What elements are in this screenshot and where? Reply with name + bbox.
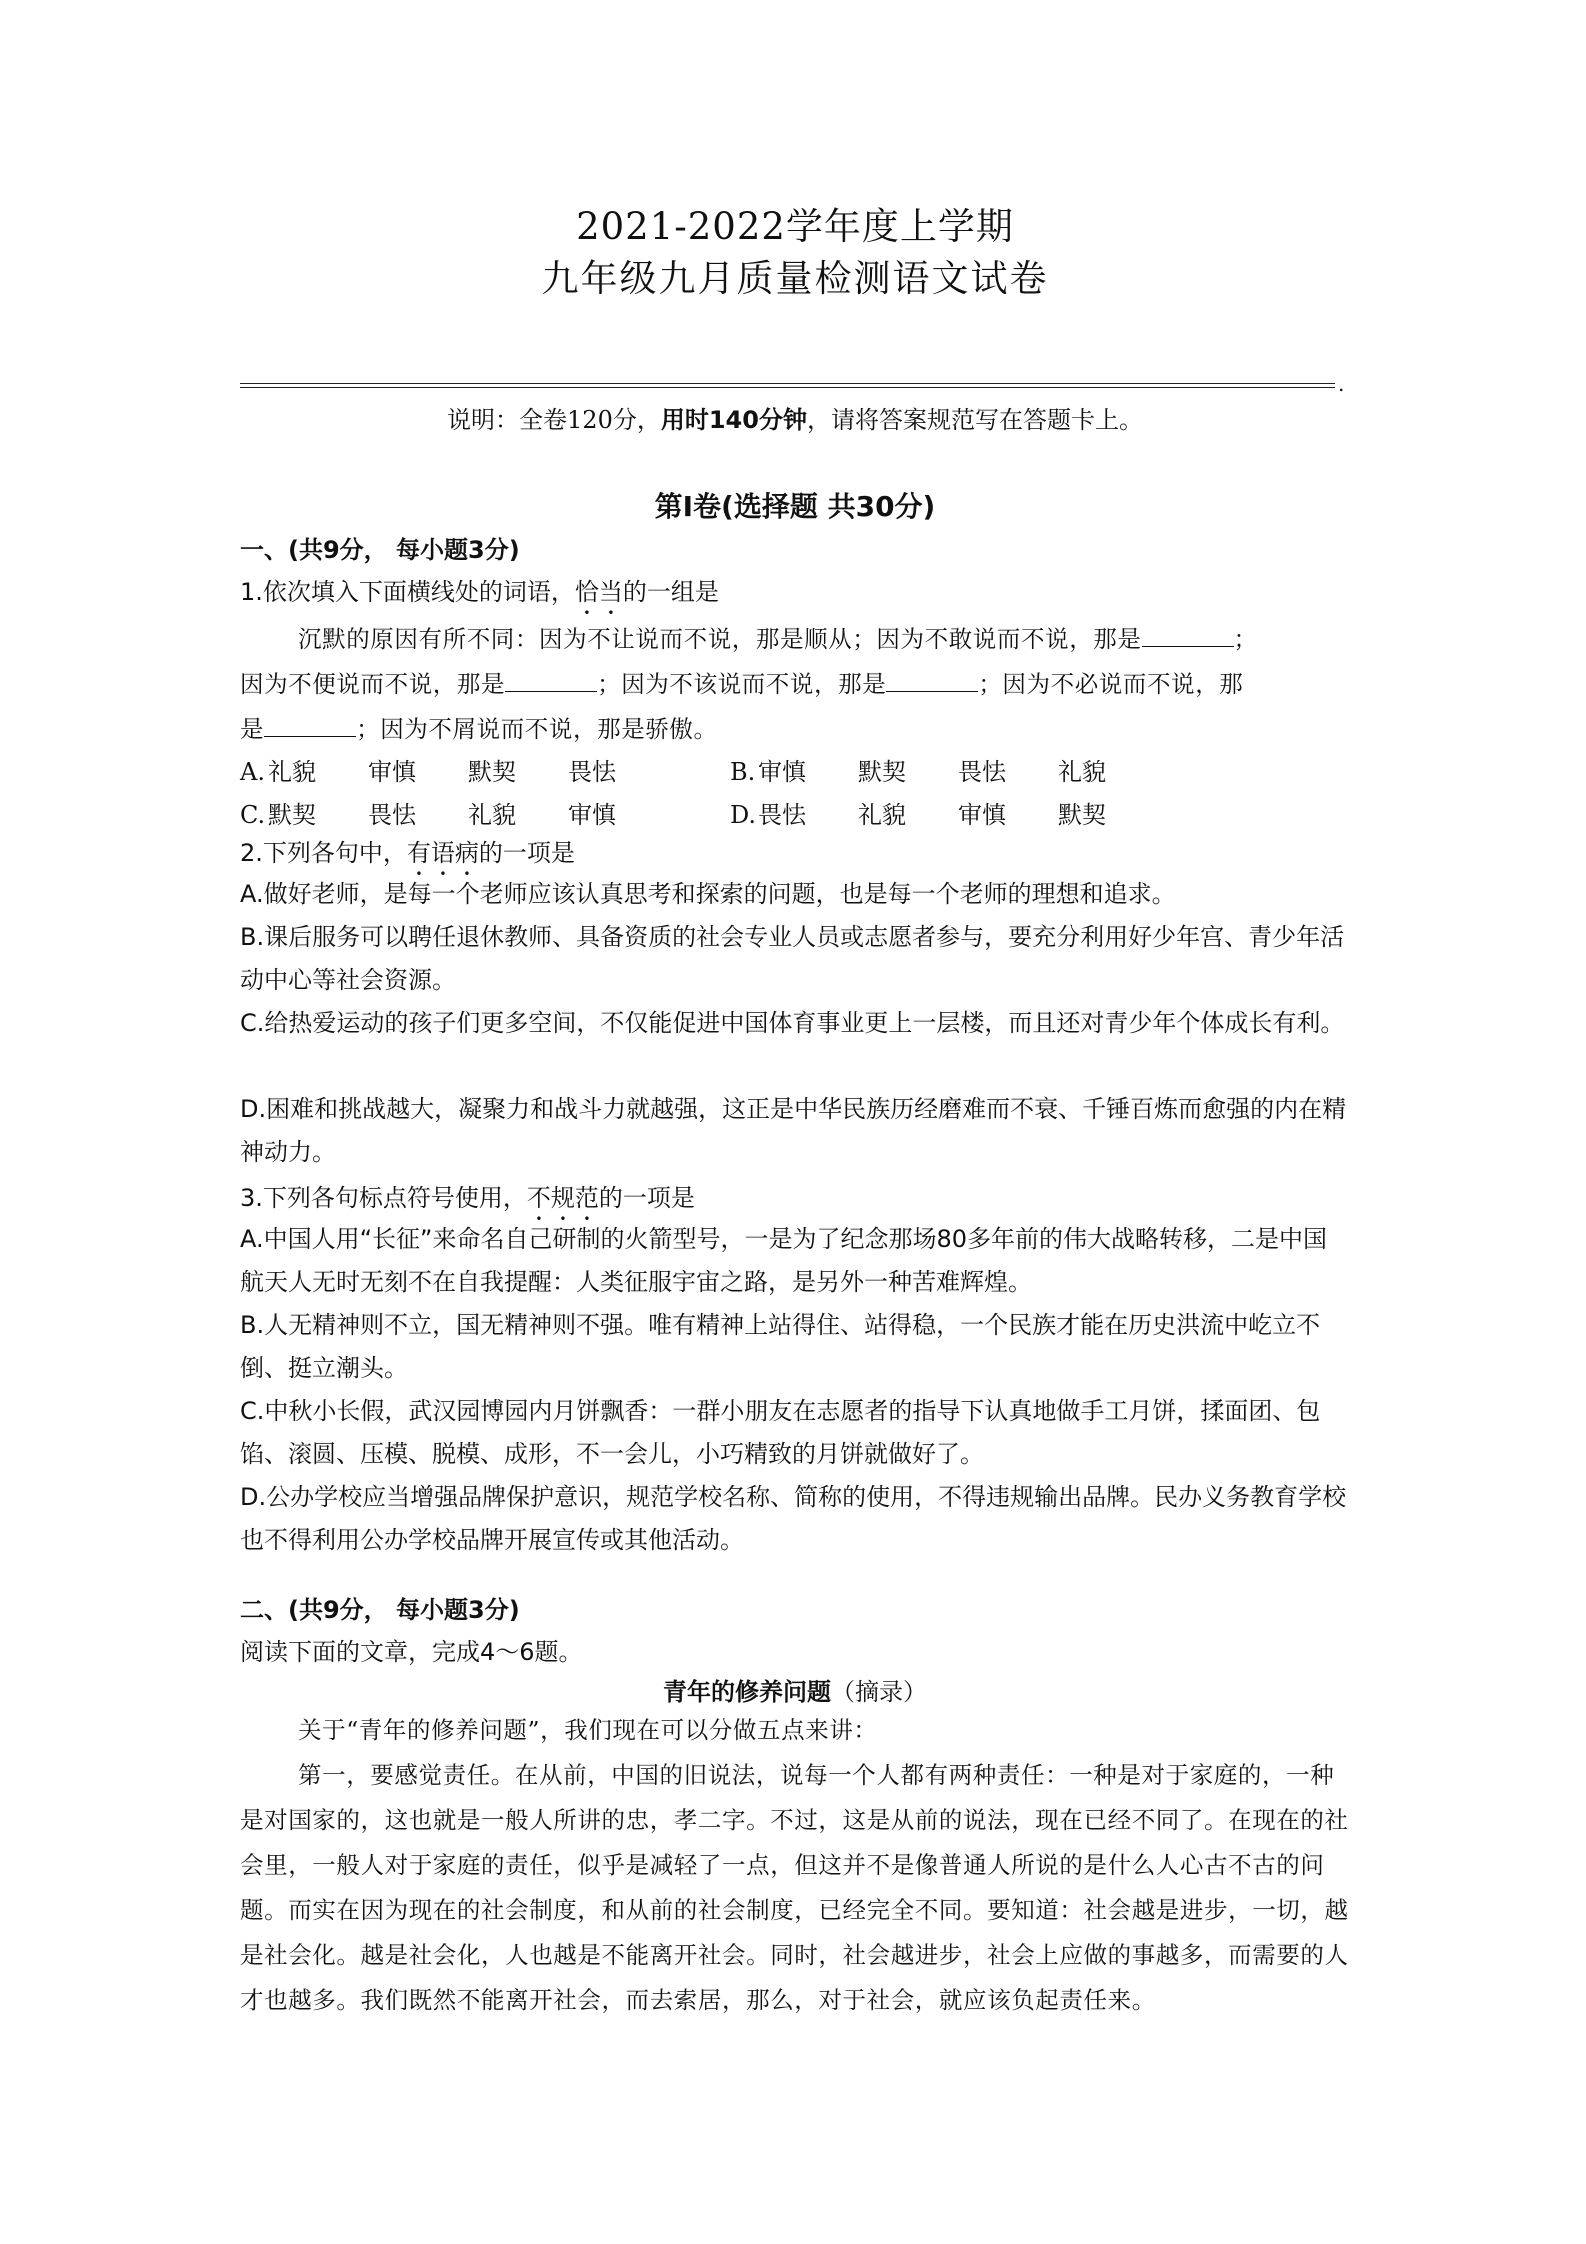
q1-passage-line1 [240, 617, 1350, 662]
option-label: B. [730, 758, 756, 786]
q1-passage-text-2c: ；因为不必说而不说，那 [978, 670, 1244, 698]
q3-stem-emphasis: 不规范 [526, 1184, 599, 1212]
option-word: 审慎 [958, 801, 1006, 829]
q2-stem-pre: 2.下列各句中， [240, 839, 407, 867]
q1-option-c [240, 795, 668, 830]
q3-option-c: C.中秋小长假，武汉园博园内月饼飘香：一群小朋友在志愿者的指导下认真地做手工月饼，揉面团、包馅、滚圆、压模、脱模、成形，不一会儿，小巧精致的月饼就做好了。 [240, 1397, 1321, 1468]
q3-stem-post: 的一项是 [598, 1184, 695, 1212]
q1-stem-pre: 1.依次填入下面横线处的词语， [240, 578, 575, 606]
q1-passage-text-1-end: ； [1233, 625, 1258, 653]
note-suffix: ，请将答案规范写在答题卡上。 [806, 406, 1143, 434]
part1-heading: 一、(共9分， 每小题3分) [240, 536, 520, 564]
q1-passage-text-2b: ；因为不该说而不说，那是 [597, 670, 887, 698]
article-title [240, 1672, 1350, 1707]
option-word: 礼貌 [468, 801, 516, 829]
q1-stem-emphasis: 恰当 [574, 578, 623, 606]
q1-passage-line2 [240, 662, 1350, 707]
q3-stem-pre: 3.下列各句标点符号使用， [240, 1184, 527, 1212]
q3-option-b: B.人无精神则不立，国无精神则不强。唯有精神上站得住、站得稳，一个民族才能在历史洪流中屹立不倒、挺立潮头。 [240, 1311, 1321, 1382]
note-prefix: 说明：全卷120分， [447, 406, 661, 434]
section1-title: 第Ⅰ卷(选择题 共30分) [654, 490, 936, 523]
option-word: 畏怯 [958, 758, 1006, 786]
option-word: 畏怯 [758, 801, 806, 829]
exam-title: 九年级九月质量检测语文试卷 [541, 257, 1049, 300]
q2-option-d: D.困难和挑战越大，凝聚力和战斗力就越强，这正是中华民族历经磨难而不衰、千锤百炼而愈强的内在精神动力。 [240, 1095, 1347, 1166]
question-1-stem [240, 572, 719, 620]
option-word: 默契 [1058, 801, 1106, 829]
article-paragraph-2: 第一，要感觉责任。在从前，中国的旧说法，说每一个人都有两种责任：一种是对于家庭的，一种是对国家的，这也就是一般人所讲的忠，孝二字。不过，这是从前的说法，现在已经不同了。在现在的社会里，一般人对于家庭的责任，似乎是减轻了一点，但这并不是像普通人所说的是什么人心古不古的问题。而实在因为现在的社会制度，和从前的社会制度，已经完全不同。要知道：社会越是进步，一切，越是社会化。越是社会化，人也越是不能离开社会。同时，社会越进步，社会上应做的事越多，而需要的人才也越多。我们既然不能离开社会，而去索居，那么，对于社会，就应该负起责任来。 [240, 1761, 1349, 2014]
q1-passage-text-1: 沉默的原因有所不同：因为不让说而不说，那是顺从；因为不敢说而不说，那是 [298, 625, 1142, 653]
part2-instruction: 阅读下面的文章，完成4～6题。 [240, 1638, 583, 1666]
option-word: 审慎 [368, 758, 416, 786]
q1-passage-text-3a: 是 [240, 715, 265, 743]
part2-heading: 二、(共9分， 每小题3分) [240, 1596, 520, 1624]
q3-option-d: D.公办学校应当增强品牌保护意识，规范学校名称、简称的使用，不得违规输出品牌。民办义务教育学校也不得利用公办学校品牌开展宣传或其他活动。 [240, 1483, 1347, 1554]
article-title-note: （摘录） [831, 1678, 927, 1706]
answer-blank [1142, 626, 1234, 647]
q1-option-b [730, 752, 1158, 787]
rule-dot: . [1338, 372, 1345, 396]
article-paragraph-1: 关于“青年的修养问题”，我们现在可以分做五点来讲： [298, 1716, 878, 1744]
option-word: 默契 [268, 801, 316, 829]
option-word: 审慎 [758, 758, 806, 786]
option-word: 礼貌 [1058, 758, 1106, 786]
option-label: A. [240, 758, 265, 786]
q2-stem-post: 的一项是 [478, 839, 575, 867]
header-double-rule [240, 383, 1335, 388]
q1-stem-post: 的一组是 [622, 578, 719, 606]
q2-option-a: A.做好老师，是每一个老师应该认真思考和探索的问题，也是每一个老师的理想和追求。 [240, 880, 1176, 908]
q2-stem-emphasis: 有语病 [406, 839, 479, 867]
option-word: 默契 [468, 758, 516, 786]
q1-option-a [240, 752, 668, 787]
option-word: 礼貌 [858, 801, 906, 829]
option-word: 审慎 [568, 801, 616, 829]
exam-instructions [240, 400, 1350, 435]
option-word: 畏怯 [568, 758, 616, 786]
q1-passage-line3 [240, 707, 1350, 752]
option-label: D. [730, 801, 757, 829]
option-word: 礼貌 [268, 758, 316, 786]
answer-blank [886, 671, 978, 692]
answer-blank [264, 716, 356, 737]
option-word: 畏怯 [368, 801, 416, 829]
q3-option-a: A.中国人用“长征”来命名自己研制的火箭型号，一是为了纪念那场80多年前的伟大战略转移，二是中国航天人无时无刻不在自我提醒：人类征服宇宙之路，是另外一种苦难辉煌。 [240, 1225, 1328, 1296]
option-word: 默契 [858, 758, 906, 786]
option-label: C. [240, 801, 266, 829]
answer-blank [505, 671, 597, 692]
note-bold: 用时140分钟 [660, 406, 807, 434]
article-title-text: 青年的修养问题 [663, 1678, 831, 1706]
q1-passage-text-2a: 因为不便说而不说，那是 [240, 670, 506, 698]
q1-option-d [730, 795, 1158, 830]
q2-option-c: C.给热爱运动的孩子们更多空间，不仅能促进中国体育事业更上一层楼，而且还对青少年个体成长有利。 [240, 1009, 1345, 1037]
q2-option-b: B.课后服务可以聘任退休教师、具备资质的社会专业人员或志愿者参与，要充分利用好少年宫、青少年活动中心等社会资源。 [240, 923, 1345, 994]
q1-passage-text-3b: ；因为不屑说而不说，那是骄傲。 [356, 715, 718, 743]
exam-title-year: 2021-2022学年度上学期 [576, 205, 1014, 248]
